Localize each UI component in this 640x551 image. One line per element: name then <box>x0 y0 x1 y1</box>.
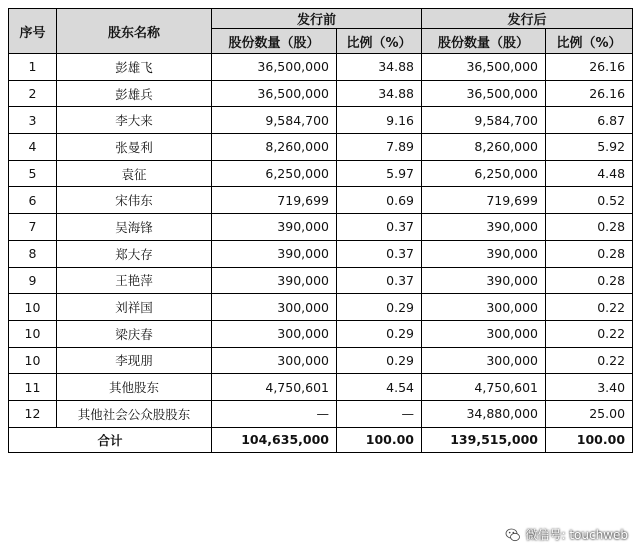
cell-ratio-after: 3.40 <box>546 374 633 401</box>
cell-ratio-before: 0.37 <box>337 267 422 294</box>
cell-shares-after: 8,260,000 <box>422 134 546 161</box>
shareholding-table <box>8 8 633 453</box>
watermark <box>505 526 628 543</box>
cell-shares-after: 300,000 <box>422 320 546 347</box>
cell-name: 李现朋 <box>57 347 212 374</box>
table-row <box>9 160 633 187</box>
table-row <box>9 347 633 374</box>
cell-shares-before: 9,584,700 <box>212 107 337 134</box>
cell-ratio-after: 0.28 <box>546 240 633 267</box>
cell-shares-before: — <box>212 400 337 427</box>
cell-seq: 11 <box>9 374 57 401</box>
cell-shares-after: 4,750,601 <box>422 374 546 401</box>
table-row <box>9 214 633 241</box>
total-ratio-after: 100.00 <box>546 427 633 452</box>
cell-ratio-before: 5.97 <box>337 160 422 187</box>
cell-ratio-before: 0.37 <box>337 214 422 241</box>
total-row <box>9 427 633 452</box>
cell-seq: 9 <box>9 267 57 294</box>
cell-name: 袁征 <box>57 160 212 187</box>
header-before: 发行前 <box>212 9 422 29</box>
table-row <box>9 294 633 321</box>
cell-shares-before: 390,000 <box>212 214 337 241</box>
cell-ratio-before: 7.89 <box>337 134 422 161</box>
cell-shares-before: 300,000 <box>212 294 337 321</box>
cell-seq: 12 <box>9 400 57 427</box>
table-row <box>9 80 633 107</box>
cell-ratio-before: 0.29 <box>337 294 422 321</box>
cell-ratio-after: 0.22 <box>546 347 633 374</box>
cell-shares-before: 390,000 <box>212 267 337 294</box>
cell-seq: 8 <box>9 240 57 267</box>
cell-seq: 10 <box>9 294 57 321</box>
cell-seq: 3 <box>9 107 57 134</box>
cell-ratio-after: 0.22 <box>546 320 633 347</box>
header-shares-before: 股份数量（股） <box>212 29 337 54</box>
cell-name: 刘祥国 <box>57 294 212 321</box>
table-row <box>9 187 633 214</box>
table-row <box>9 267 633 294</box>
table-body <box>9 54 633 428</box>
cell-shares-after: 300,000 <box>422 294 546 321</box>
cell-seq: 10 <box>9 347 57 374</box>
cell-name: 彭雄飞 <box>57 54 212 81</box>
cell-name: 吴海锋 <box>57 214 212 241</box>
cell-name: 李大来 <box>57 107 212 134</box>
wechat-icon <box>505 527 521 543</box>
header-seq: 序号 <box>9 9 57 54</box>
header-ratio-before: 比例（%） <box>337 29 422 54</box>
table-row <box>9 54 633 81</box>
watermark-text: 微信号: touchweb <box>525 528 628 542</box>
cell-ratio-before: 4.54 <box>337 374 422 401</box>
cell-ratio-before: 34.88 <box>337 54 422 81</box>
cell-shares-after: 300,000 <box>422 347 546 374</box>
total-shares-after: 139,515,000 <box>422 427 546 452</box>
cell-ratio-after: 5.92 <box>546 134 633 161</box>
cell-shares-after: 36,500,000 <box>422 80 546 107</box>
total-ratio-before: 100.00 <box>337 427 422 452</box>
header-name: 股东名称 <box>57 9 212 54</box>
cell-shares-before: 6,250,000 <box>212 160 337 187</box>
cell-shares-after: 390,000 <box>422 267 546 294</box>
cell-ratio-before: 0.29 <box>337 347 422 374</box>
cell-shares-before: 719,699 <box>212 187 337 214</box>
cell-ratio-before: 9.16 <box>337 107 422 134</box>
cell-shares-before: 300,000 <box>212 347 337 374</box>
cell-ratio-after: 0.28 <box>546 214 633 241</box>
cell-ratio-after: 6.87 <box>546 107 633 134</box>
cell-name: 王艳萍 <box>57 267 212 294</box>
cell-seq: 1 <box>9 54 57 81</box>
header-row-1 <box>9 9 633 29</box>
cell-shares-before: 4,750,601 <box>212 374 337 401</box>
cell-shares-before: 8,260,000 <box>212 134 337 161</box>
table-row <box>9 374 633 401</box>
header-after: 发行后 <box>422 9 633 29</box>
cell-ratio-after: 26.16 <box>546 80 633 107</box>
cell-seq: 4 <box>9 134 57 161</box>
total-label: 合计 <box>9 427 212 452</box>
header-shares-after: 股份数量（股） <box>422 29 546 54</box>
cell-name: 郑大存 <box>57 240 212 267</box>
cell-ratio-after: 0.28 <box>546 267 633 294</box>
table-row <box>9 240 633 267</box>
total-shares-before: 104,635,000 <box>212 427 337 452</box>
table-row <box>9 134 633 161</box>
cell-seq: 5 <box>9 160 57 187</box>
cell-name: 彭雄兵 <box>57 80 212 107</box>
cell-ratio-before: 0.29 <box>337 320 422 347</box>
cell-name: 宋伟东 <box>57 187 212 214</box>
cell-ratio-before: 34.88 <box>337 80 422 107</box>
cell-shares-before: 36,500,000 <box>212 80 337 107</box>
cell-shares-after: 9,584,700 <box>422 107 546 134</box>
table-row <box>9 107 633 134</box>
cell-name: 其他社会公众股股东 <box>57 400 212 427</box>
cell-seq: 2 <box>9 80 57 107</box>
cell-ratio-before: 0.37 <box>337 240 422 267</box>
cell-ratio-after: 0.22 <box>546 294 633 321</box>
cell-shares-before: 300,000 <box>212 320 337 347</box>
cell-seq: 6 <box>9 187 57 214</box>
cell-ratio-before: — <box>337 400 422 427</box>
cell-ratio-after: 4.48 <box>546 160 633 187</box>
header-ratio-after: 比例（%） <box>546 29 633 54</box>
cell-shares-after: 390,000 <box>422 214 546 241</box>
cell-shares-after: 34,880,000 <box>422 400 546 427</box>
cell-shares-after: 6,250,000 <box>422 160 546 187</box>
cell-seq: 10 <box>9 320 57 347</box>
cell-shares-after: 36,500,000 <box>422 54 546 81</box>
table-row <box>9 320 633 347</box>
cell-ratio-after: 0.52 <box>546 187 633 214</box>
cell-shares-before: 36,500,000 <box>212 54 337 81</box>
cell-shares-before: 390,000 <box>212 240 337 267</box>
cell-ratio-after: 26.16 <box>546 54 633 81</box>
cell-ratio-before: 0.69 <box>337 187 422 214</box>
table-row <box>9 400 633 427</box>
cell-name: 其他股东 <box>57 374 212 401</box>
cell-name: 梁庆春 <box>57 320 212 347</box>
cell-seq: 7 <box>9 214 57 241</box>
cell-shares-after: 390,000 <box>422 240 546 267</box>
cell-ratio-after: 25.00 <box>546 400 633 427</box>
cell-shares-after: 719,699 <box>422 187 546 214</box>
cell-name: 张曼利 <box>57 134 212 161</box>
